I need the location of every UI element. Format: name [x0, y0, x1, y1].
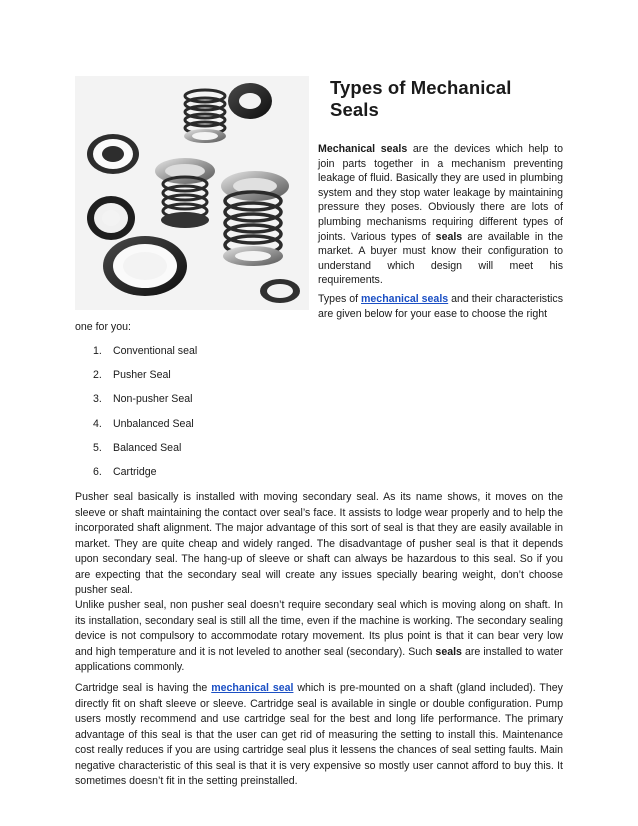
list-item-label: Pusher Seal	[113, 369, 171, 382]
types-intro-continuation: one for you:	[75, 321, 131, 333]
cartridge-after-link: which is pre-mounted on a shaft (gland included). They directly fit on shaft sleeve or sleeve. Cartridge seal is available in single or double configuration. Pump users mostly recommend and use cartridge seal for the best and long life performance. The primary advantage of this seal is that the user can get rid of measuring the setting to install this. Maintenance cost really reduces if you are using cartridge seal plus it lessens the chances of seal setting faults. Main negative characteristic of this seal is that it is very expensive so mostly user cannot afford to buy this. It sometimes doesn’t fit in the setting preinstalled.	[75, 682, 563, 787]
list-item	[93, 392, 197, 416]
list-item-label: Unbalanced Seal	[113, 417, 194, 430]
list-item	[93, 368, 197, 392]
list-item-label: Balanced Seal	[113, 441, 182, 454]
non-pusher-after: are installed to water applications commonly.	[75, 645, 563, 673]
list-item-label: Cartridge	[113, 465, 157, 478]
non-pusher-bold-seals: seals	[435, 645, 462, 658]
list-item-label: Non-pusher Seal	[113, 393, 193, 406]
cartridge-before-link: Cartridge seal is having the	[75, 682, 212, 694]
page-title: Types of Mechanical Seals	[330, 77, 512, 120]
list-item-number: 5.	[93, 441, 102, 454]
list-item-label: Conventional seal	[113, 345, 198, 357]
mechanical-seal-link[interactable]: mechanical seal	[211, 682, 294, 694]
types-intro-after-link: and their characteristics are given below for your ease to choose the right	[318, 293, 563, 320]
list-item-number: 2.	[93, 369, 102, 382]
pusher-seal-paragraph: Pusher seal basically is installed with moving secondary seal. As its name shows, it moves on the sleeve or shaft maintaining the contact over seal’s face. It assists to lodge wear properly and to help the incorporated shaft alignment. The major advantage of this sort of seal is that they are easily available in market. They are quite cheap and widely ranged. The disadvantage of pusher seal is that it depends upon secondary seal. The hang-up of sleeve or shaft can always be hazardous to this seal. So if you are expecting that the secondary seal will create any issues specially bearing weight, don’t choose pusher seal.	[75, 491, 563, 596]
intro-paragraph	[318, 142, 563, 288]
list-item	[93, 465, 197, 489]
mechanical-seals-icon	[75, 76, 309, 310]
cartridge-seal-paragraph	[75, 681, 563, 790]
non-pusher-seal-paragraph	[75, 598, 563, 676]
list-item	[93, 417, 197, 441]
non-pusher-text: Unlike pusher seal, non pusher seal doesn’t require secondary seal which is moving along on shaft. In its installation, secondary seal is still all the time, even if the machine is working. The secondary sealing device is not compulsory to accommodate rotary movement. Its plus point is that it can bear very low and high temperature and it is not leveled to another seal (secondary). Such	[75, 599, 563, 658]
list-item-number: 4.	[93, 417, 102, 430]
list-item-number: 6.	[93, 465, 102, 478]
intro-bold-seals: seals	[435, 230, 463, 243]
mechanical-seals-link[interactable]: mechanical seals	[361, 293, 449, 305]
list-item	[93, 344, 197, 368]
list-item	[93, 441, 197, 465]
seal-types-list	[93, 344, 197, 489]
types-intro-before-link: Types of	[318, 293, 361, 305]
intro-text-2: are available in the market. A buyer must know their configuration to understand which design will meet his requirements.	[318, 230, 563, 287]
types-intro-paragraph	[318, 292, 563, 321]
mechanical-seals-photo	[75, 76, 309, 310]
list-item-number: 1.	[93, 345, 102, 357]
intro-text-1: are the devices which help to join parts together in a mechanism preventing leakage of fluid. Basically they are used in plumbing system and they stop water leakage by maintaining pressure they poses. Obviously there are lots of plumbing mechanisms requiring different types of joints. Various types of	[318, 143, 563, 243]
intro-lead-bold: Mechanical seals	[318, 143, 408, 155]
list-item-number: 3.	[93, 393, 102, 406]
